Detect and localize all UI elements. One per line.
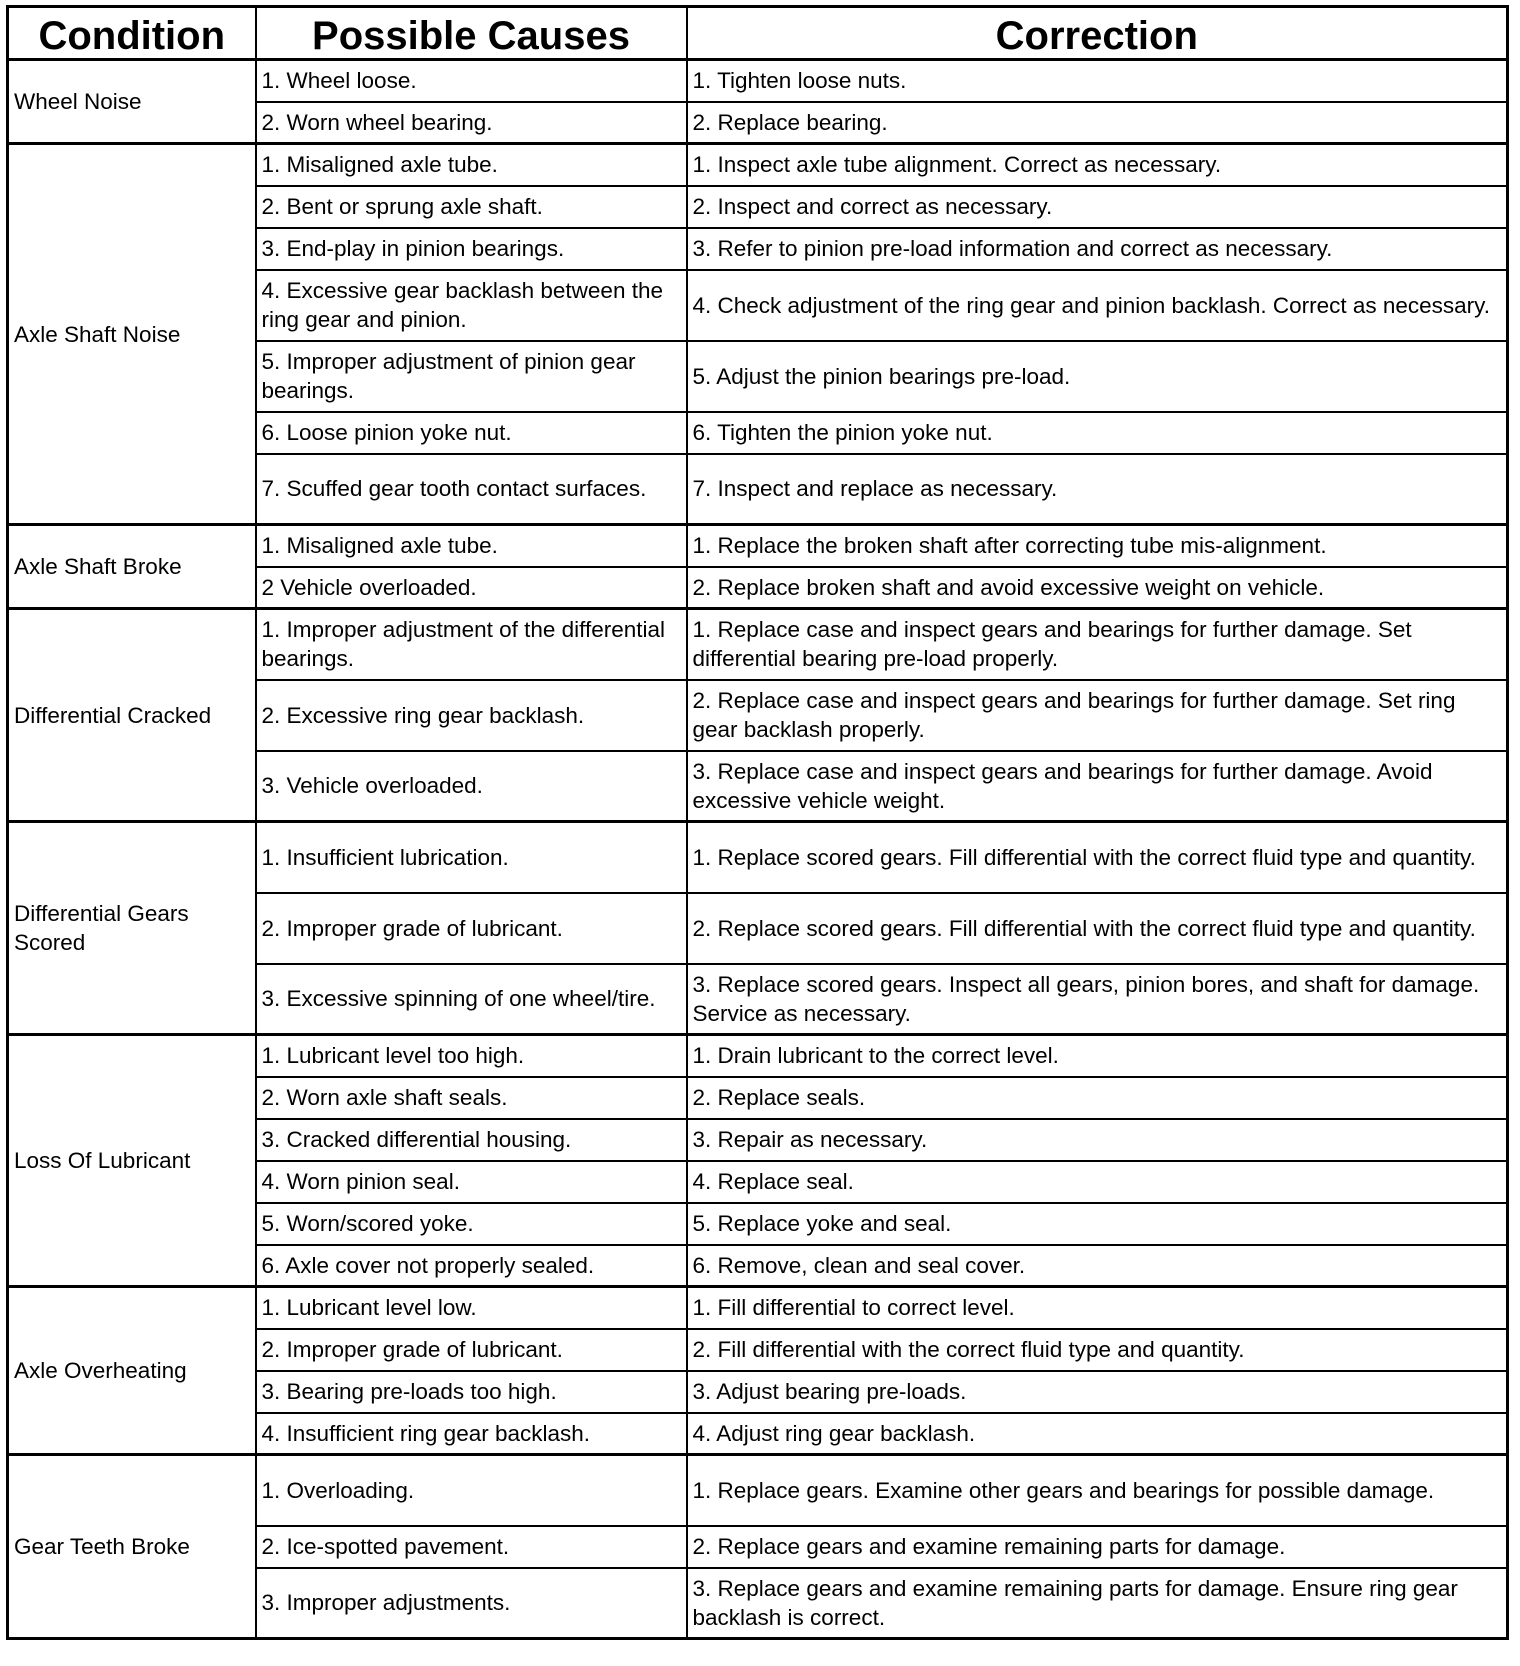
cause-cell: 2 Vehicle overloaded. bbox=[256, 567, 687, 609]
cause-cell: 1. Wheel loose. bbox=[256, 60, 687, 102]
correction-cell: 7. Inspect and replace as necessary. bbox=[687, 454, 1508, 525]
table-row bbox=[8, 1455, 1508, 1526]
cause-cell: 2. Improper grade of lubricant. bbox=[256, 1329, 687, 1371]
cause-cell: 4. Insufficient ring gear backlash. bbox=[256, 1413, 687, 1455]
correction-cell: 2. Replace broken shaft and avoid excessive weight on vehicle. bbox=[687, 567, 1508, 609]
cause-cell: 2. Ice-spotted pavement. bbox=[256, 1526, 687, 1568]
correction-cell: 3. Refer to pinion pre-load information and correct as necessary. bbox=[687, 228, 1508, 270]
correction-cell: 3. Adjust bearing pre-loads. bbox=[687, 1371, 1508, 1413]
correction-cell: 4. Adjust ring gear backlash. bbox=[687, 1413, 1508, 1455]
condition-cell: Axle Shaft Broke bbox=[8, 525, 256, 609]
cause-cell: 1. Misaligned axle tube. bbox=[256, 525, 687, 567]
correction-cell: 2. Fill differential with the correct fluid type and quantity. bbox=[687, 1329, 1508, 1371]
correction-cell: 6. Remove, clean and seal cover. bbox=[687, 1245, 1508, 1287]
cause-cell: 3. Excessive spinning of one wheel/tire. bbox=[256, 964, 687, 1035]
correction-cell: 5. Replace yoke and seal. bbox=[687, 1203, 1508, 1245]
header-row bbox=[8, 7, 1508, 60]
diagnosis-table bbox=[6, 5, 1509, 1640]
condition-cell: Loss Of Lubricant bbox=[8, 1035, 256, 1287]
correction-cell: 3. Repair as necessary. bbox=[687, 1119, 1508, 1161]
cause-cell: 1. Insufficient lubrication. bbox=[256, 822, 687, 893]
cause-cell: 5. Worn/scored yoke. bbox=[256, 1203, 687, 1245]
cause-cell: 2. Worn wheel bearing. bbox=[256, 102, 687, 144]
correction-cell: 1. Inspect axle tube alignment. Correct as necessary. bbox=[687, 144, 1508, 186]
correction-cell: 1. Drain lubricant to the correct level. bbox=[687, 1035, 1508, 1077]
cause-cell: 3. Cracked differential housing. bbox=[256, 1119, 687, 1161]
cause-cell: 1. Lubricant level too high. bbox=[256, 1035, 687, 1077]
correction-cell: 3. Replace scored gears. Inspect all gears, pinion bores, and shaft for damage. Service as necessary. bbox=[687, 964, 1508, 1035]
cause-cell: 6. Axle cover not properly sealed. bbox=[256, 1245, 687, 1287]
cause-cell: 3. Bearing pre-loads too high. bbox=[256, 1371, 687, 1413]
cause-cell: 2. Improper grade of lubricant. bbox=[256, 893, 687, 964]
correction-cell: 4. Replace seal. bbox=[687, 1161, 1508, 1203]
cause-cell: 1. Improper adjustment of the differential bearings. bbox=[256, 609, 687, 680]
cause-cell: 1. Lubricant level low. bbox=[256, 1287, 687, 1329]
cause-cell: 7. Scuffed gear tooth contact surfaces. bbox=[256, 454, 687, 525]
table-row bbox=[8, 822, 1508, 893]
cause-cell: 6. Loose pinion yoke nut. bbox=[256, 412, 687, 454]
correction-cell: 2. Replace seals. bbox=[687, 1077, 1508, 1119]
correction-cell: 1. Replace the broken shaft after correcting tube mis-alignment. bbox=[687, 525, 1508, 567]
table-row bbox=[8, 144, 1508, 186]
correction-cell: 1. Replace gears. Examine other gears and bearings for possible damage. bbox=[687, 1455, 1508, 1526]
cause-cell: 2. Bent or sprung axle shaft. bbox=[256, 186, 687, 228]
header-possible-causes: Possible Causes bbox=[256, 7, 687, 60]
correction-cell: 2. Replace bearing. bbox=[687, 102, 1508, 144]
cause-cell: 3. End-play in pinion bearings. bbox=[256, 228, 687, 270]
cause-cell: 1. Misaligned axle tube. bbox=[256, 144, 687, 186]
table-row bbox=[8, 525, 1508, 567]
table-row bbox=[8, 1035, 1508, 1077]
correction-cell: 4. Check adjustment of the ring gear and pinion backlash. Correct as necessary. bbox=[687, 270, 1508, 341]
header-condition: Condition bbox=[8, 7, 256, 60]
cause-cell: 1. Overloading. bbox=[256, 1455, 687, 1526]
cause-cell: 2. Worn axle shaft seals. bbox=[256, 1077, 687, 1119]
correction-cell: 1. Tighten loose nuts. bbox=[687, 60, 1508, 102]
correction-cell: 3. Replace case and inspect gears and bearings for further damage. Avoid excessive vehicle weight. bbox=[687, 751, 1508, 822]
table-row bbox=[8, 1287, 1508, 1329]
correction-cell: 2. Replace case and inspect gears and bearings for further damage. Set ring gear backlash properly. bbox=[687, 680, 1508, 751]
table-row bbox=[8, 609, 1508, 680]
header-correction: Correction bbox=[687, 7, 1508, 60]
correction-cell: 3. Replace gears and examine remaining parts for damage. Ensure ring gear backlash is correct. bbox=[687, 1568, 1508, 1639]
correction-cell: 2. Inspect and correct as necessary. bbox=[687, 186, 1508, 228]
condition-cell: Wheel Noise bbox=[8, 60, 256, 144]
cause-cell: 2. Excessive ring gear backlash. bbox=[256, 680, 687, 751]
cause-cell: 3. Improper adjustments. bbox=[256, 1568, 687, 1639]
correction-cell: 2. Replace gears and examine remaining parts for damage. bbox=[687, 1526, 1508, 1568]
table-body bbox=[8, 60, 1508, 1639]
condition-cell: Axle Overheating bbox=[8, 1287, 256, 1455]
correction-cell: 5. Adjust the pinion bearings pre-load. bbox=[687, 341, 1508, 412]
correction-cell: 2. Replace scored gears. Fill differential with the correct fluid type and quantity. bbox=[687, 893, 1508, 964]
cause-cell: 4. Excessive gear backlash between the ring gear and pinion. bbox=[256, 270, 687, 341]
correction-cell: 1. Fill differential to correct level. bbox=[687, 1287, 1508, 1329]
correction-cell: 6. Tighten the pinion yoke nut. bbox=[687, 412, 1508, 454]
cause-cell: 5. Improper adjustment of pinion gear bearings. bbox=[256, 341, 687, 412]
condition-cell: Axle Shaft Noise bbox=[8, 144, 256, 525]
correction-cell: 1. Replace case and inspect gears and bearings for further damage. Set differential bearing pre-load properly. bbox=[687, 609, 1508, 680]
condition-cell: Differential Gears Scored bbox=[8, 822, 256, 1035]
condition-cell: Gear Teeth Broke bbox=[8, 1455, 256, 1639]
table-row bbox=[8, 60, 1508, 102]
correction-cell: 1. Replace scored gears. Fill differential with the correct fluid type and quantity. bbox=[687, 822, 1508, 893]
condition-cell: Differential Cracked bbox=[8, 609, 256, 822]
cause-cell: 4. Worn pinion seal. bbox=[256, 1161, 687, 1203]
cause-cell: 3. Vehicle overloaded. bbox=[256, 751, 687, 822]
